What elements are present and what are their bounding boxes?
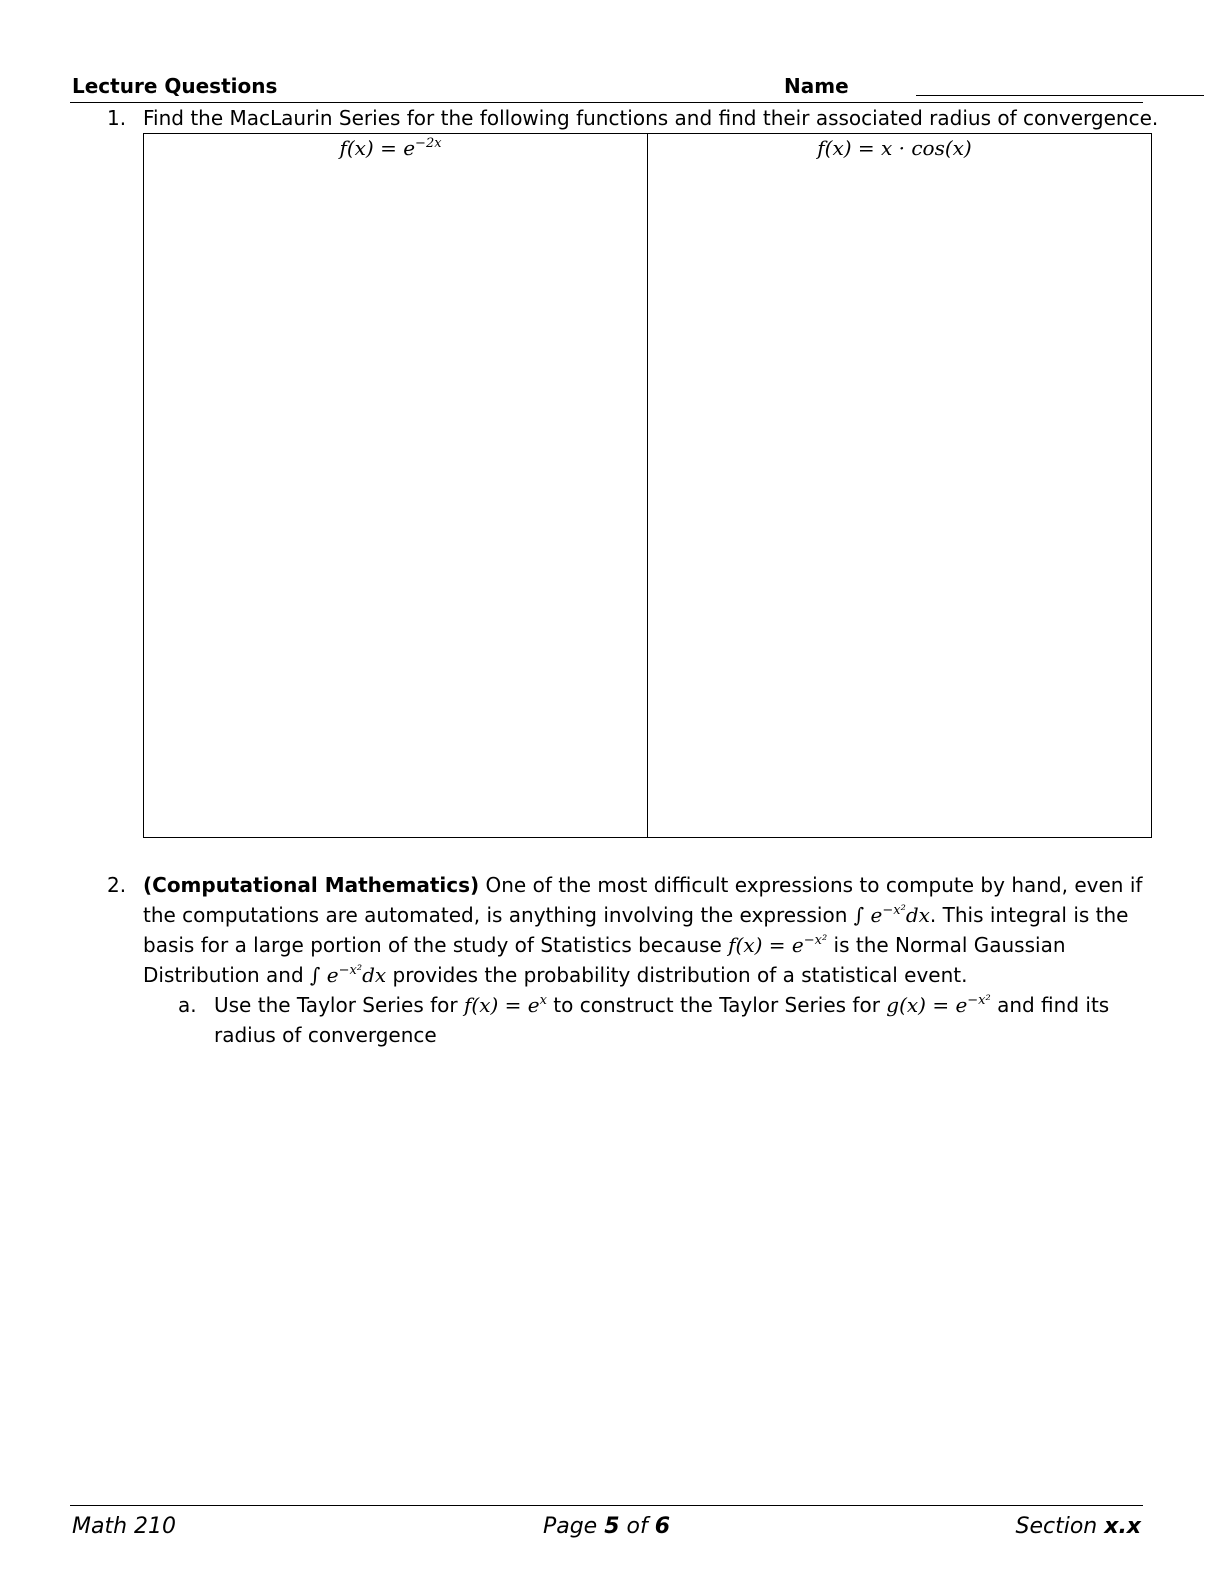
g-function-exponent: −x² <box>967 993 991 1008</box>
function-2 <box>648 136 1141 160</box>
page-number <box>70 1514 1143 1539</box>
name-label: Name <box>784 74 849 98</box>
page-footer <box>70 1505 1143 1546</box>
question-2 <box>107 870 1147 990</box>
function-2-expression: f(x) = x · cos(x) <box>817 136 972 160</box>
page-header <box>70 74 1143 103</box>
function-1-base: f(x) = e <box>339 136 416 160</box>
function-1 <box>144 136 637 160</box>
question-2a-text-1: Use the Taylor Series for <box>214 993 464 1017</box>
gaussian-base: f(x) = e <box>728 933 804 957</box>
section-label <box>1016 1514 1141 1539</box>
exp-function-base: f(x) = e <box>464 993 540 1017</box>
section-prefix: Section <box>1015 1514 1105 1539</box>
question-2-text-1: One of the most difficult expressions to compute by hand, even if the computations are automated, is anything involving the expression <box>143 873 1143 927</box>
gaussian-function <box>728 933 827 957</box>
question-2a <box>178 990 1138 1050</box>
question-2a-text-2: to construct the Taylor Series for <box>546 993 887 1017</box>
question-1 <box>107 106 1158 130</box>
name-input-line[interactable] <box>916 95 1204 96</box>
integral-1-base: ∫ e <box>853 903 883 927</box>
page-prefix: Page <box>542 1514 605 1539</box>
gaussian-exponent: −x² <box>803 933 828 948</box>
course-name: Math 210 <box>72 1514 177 1539</box>
integral-1-exponent: −x² <box>882 903 906 918</box>
question-2-label: (Computational Mathematics) <box>143 873 480 897</box>
integral-expression-2 <box>310 963 386 987</box>
question-2-text-4: provides the probability distribution of a statistical event. <box>386 963 968 987</box>
page-current: 5 <box>604 1514 620 1539</box>
integral-1-dx: dx <box>905 903 930 927</box>
question-2a-letter: a. <box>178 993 197 1017</box>
integral-2-dx: dx <box>362 963 387 987</box>
question-2a-text-3: and find its radius of convergence <box>214 993 1110 1047</box>
question-2-number: 2. <box>107 873 127 897</box>
page-total: 6 <box>654 1514 671 1539</box>
answer-box-left[interactable] <box>144 134 647 837</box>
g-function <box>886 993 990 1017</box>
document-title: Lecture Questions <box>72 74 278 98</box>
question-1-number: 1. <box>107 106 127 130</box>
g-function-base: g(x) = e <box>886 993 968 1017</box>
integral-expression-1 <box>854 903 930 927</box>
answer-grid <box>143 133 1152 838</box>
integral-2-exponent: −x² <box>338 963 363 978</box>
integral-2-base: ∫ e <box>310 963 339 987</box>
exp-function <box>464 993 547 1017</box>
answer-box-right[interactable] <box>647 134 1151 837</box>
question-2-body <box>143 870 1147 990</box>
question-1-text: Find the MacLaurin Series for the following functions and find their associated radius of convergence. <box>143 106 1159 130</box>
question-2-text-2: . This integral is the basis for a large portion of the study of Statistics because <box>143 903 1129 957</box>
page-of: of <box>619 1514 655 1539</box>
section-value: x.x <box>1104 1514 1141 1539</box>
question-2-text-3: is the Normal Gaussian Distribution and <box>143 933 1066 987</box>
question-2a-text <box>214 990 1138 1050</box>
exp-function-exponent: x <box>539 993 547 1008</box>
function-1-exponent: −2x <box>415 136 442 151</box>
